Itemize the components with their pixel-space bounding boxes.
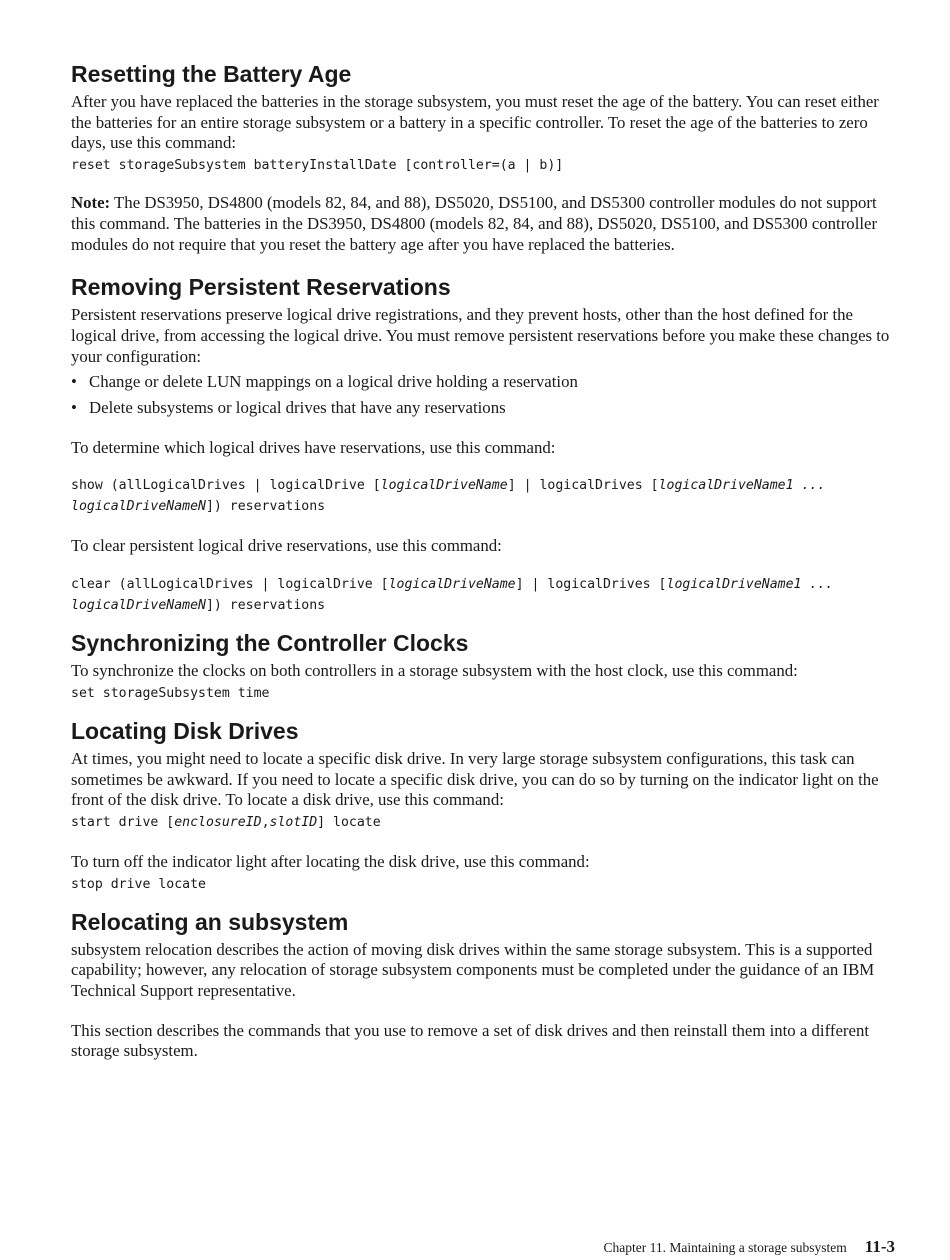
locate-stop-command: stop drive locate [71, 876, 206, 892]
clear-reservations-command [71, 574, 897, 616]
cmd-text: ] | logicalDrives [ [515, 577, 667, 593]
relocate-paragraph-2: This section describes the commands that you use to remove a set of disk drives and then reinstall them into a different storage subsystem. [71, 1020, 869, 1061]
list-item: • Delete subsystems or logical drives that have any reservations [71, 398, 897, 419]
cmd-text: ] locate [317, 814, 381, 830]
reservations-paragraph: Persistent reservations preserve logical drive registrations, and they prevent hosts, other than the host defined for the logical drive, from accessing the logical drive. You must remove persistent reservations before you make these changes to your configuration: [71, 305, 890, 366]
cmd-text: start drive [ [71, 814, 175, 830]
relocate-paragraph-1: subsystem relocation describes the action of moving disk drives within the same storage subsystem. This is a supported capability; however, any relocation of storage subsystem components must be completed under the guidance of an IBM Technical Support representative. [71, 939, 875, 1001]
cmd-param: logicalDriveName1 ... [666, 577, 834, 593]
cmd-param: logicalDriveName [380, 478, 508, 494]
clocks-command: set storageSubsystem time [71, 685, 270, 701]
section-title-reservations: Removing Persistent Reservations [71, 274, 451, 301]
cmd-param: logicalDriveName [388, 577, 516, 593]
battery-reset-command: reset storageSubsystem batteryInstallDate [controller=(a | b)] [71, 158, 564, 174]
locate-paragraph: At times, you might need to locate a specific disk drive. In very large storage subsystem configurations, this task can sometimes be awkward. If you need to locate a specific disk drive, you can do so by turning on the indicator light on the front of the disk drive. To locate a disk drive, use this command: [71, 748, 879, 810]
page-footer [604, 1237, 895, 1257]
cmd-text: ]) reservations [205, 598, 326, 614]
cmd-text: ]) reservations [205, 499, 326, 515]
section-title-locate: Locating Disk Drives [71, 717, 299, 744]
cmd-text: show (allLogicalDrives | logicalDrive [ [71, 478, 381, 494]
battery-note [71, 193, 897, 255]
footer-chapter: Chapter 11. Maintaining a storage subsystem [603, 1240, 847, 1255]
section-title-relocate: Relocating an subsystem [71, 908, 349, 935]
show-reservations-intro: To determine which logical drives have reservations, use this command: [71, 437, 556, 457]
cmd-text: ] | logicalDrives [ [507, 478, 659, 494]
list-item: • Change or delete LUN mappings on a logical drive holding a reservation [71, 372, 897, 393]
cmd-param: slotID [269, 814, 318, 830]
cmd-param: logicalDriveName1 ... [658, 478, 826, 494]
cmd-param: logicalDriveNameN [71, 499, 206, 515]
locate-start-command [71, 812, 897, 833]
footer-page-number: 11-3 [864, 1237, 895, 1256]
note-text: The DS3950, DS4800 (models 82, 84, and 88), DS5020, DS5100, and DS5300 controller modules do not support this command. The batteries in the DS3950, DS4800 (models 82, 84, and 88), DS5020, DS5100, and DS5300 controller modules do not require that you reset the battery age after you have replaced the batteries. [71, 193, 878, 254]
cmd-text: clear (allLogicalDrives | logicalDrive [ [71, 577, 389, 593]
locate-stop-intro: To turn off the indicator light after locating the disk drive, use this command: [71, 851, 590, 871]
clear-reservations-intro: To clear persistent logical drive reservations, use this command: [71, 536, 502, 556]
section-title-battery: Resetting the Battery Age [71, 61, 352, 87]
reservations-bullet-list [71, 372, 897, 418]
cmd-text: , [261, 814, 270, 830]
cmd-param: enclosureID [174, 814, 262, 830]
document-page [71, 58, 897, 1062]
show-reservations-command [71, 475, 897, 517]
battery-paragraph: After you have replaced the batteries in the storage subsystem, you must reset the age of the battery. You can reset either the batteries for an entire storage subsystem or a battery in a specific controller. To reset the age of the batteries to zero days, use this command: [71, 92, 879, 153]
cmd-param: logicalDriveNameN [71, 598, 206, 614]
section-title-clocks: Synchronizing the Controller Clocks [71, 630, 469, 657]
clocks-paragraph: To synchronize the clocks on both controllers in a storage subsystem with the host clock, use this command: [71, 661, 798, 681]
note-label: Note: [71, 193, 111, 213]
